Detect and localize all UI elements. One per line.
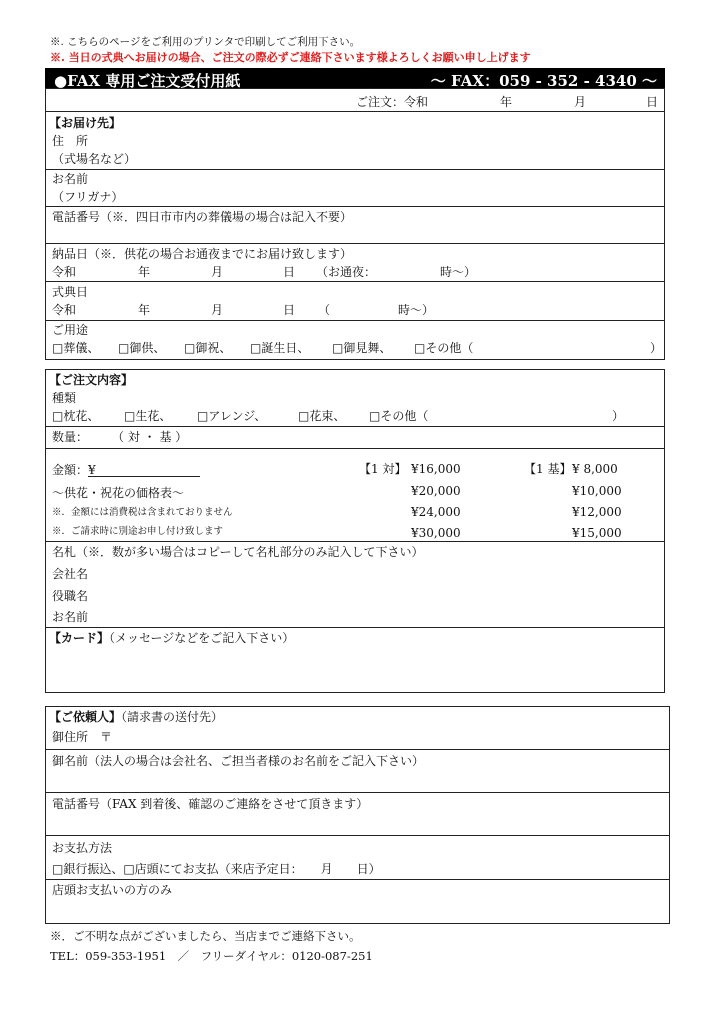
footer-contact: TEL：059-353-1951 ／ フリーダイヤル：0120-087-251	[50, 949, 373, 963]
fax-number: ～ FAX：059 - 352 - 4340 ～	[430, 72, 657, 90]
delivery-year: 年	[138, 265, 151, 279]
delivery-era: 令和	[52, 265, 77, 279]
form-title: ●FAX 専用ご注文受付用紙	[54, 72, 241, 90]
card-label	[49, 632, 294, 644]
purpose-other-checkbox[interactable]: □その他（	[414, 341, 474, 355]
ceremony-era: 令和	[52, 303, 77, 317]
unit-price-label: 【1 基】	[524, 462, 572, 476]
kind-fresh-checkbox[interactable]: □生花、	[124, 409, 172, 423]
requester-header-row	[49, 711, 223, 723]
requester-header: 【ご依頼人】	[49, 710, 122, 724]
tax-note: ※．金額には消費税は含まれておりません	[52, 507, 233, 518]
same-day-notice: ※. 当日の式典へお届けの場合、ご注文の際必ずご連絡下さいます様よろしくお願い申し上げます	[50, 51, 531, 64]
purpose-close: ）	[650, 341, 663, 355]
delivery-otsuya: （お通夜：	[316, 265, 377, 279]
recipient-kana-label: （フリガナ）	[52, 190, 124, 204]
kind-arrange-checkbox[interactable]: □アレンジ、	[197, 409, 267, 423]
order-header: 【ご注文内容】	[49, 373, 134, 387]
store-payment-label: 店頭お支払いの方のみ	[52, 883, 173, 897]
order-date-year: 年	[500, 95, 513, 109]
kind-label: 種類	[52, 391, 77, 405]
address-label: 住 所	[52, 134, 89, 148]
ceremony-time: 時～）	[398, 303, 435, 317]
purpose-funeral-checkbox[interactable]: □葬儀、	[52, 341, 100, 355]
amount-field[interactable]: ¥	[88, 464, 200, 477]
quantity-field[interactable]: 数量： （ 対 ・ 基 ）	[52, 430, 188, 444]
card-header: 【カード】	[49, 631, 110, 645]
kind-bouquet-checkbox[interactable]: □花束、	[298, 409, 346, 423]
requester-phone-label: 電話番号（FAX 到着後、確認のご連絡をさせて頂きます）	[52, 797, 369, 811]
ceremony-day: 日	[283, 303, 296, 317]
delivery-day: 日	[283, 265, 296, 279]
pair-price: ¥30,000	[411, 526, 461, 540]
purpose-celebration-checkbox[interactable]: □御祝、	[184, 341, 232, 355]
purpose-visit-checkbox[interactable]: □御見舞、	[332, 341, 392, 355]
delivery-date-label: 納品日（※．供花の場合お通夜までにお届け致します）	[52, 247, 353, 261]
pair-price-label: 【1 対】	[359, 462, 407, 476]
ceremony-year: 年	[138, 303, 151, 317]
requester-address-label: 御住所 〒	[52, 730, 113, 744]
card-hint: （メッセージなどをご記入下さい）	[109, 631, 295, 645]
delivery-time: 時～）	[440, 265, 477, 279]
payment-method-label: お支払方法	[52, 841, 113, 855]
ceremony-month: 月	[211, 303, 224, 317]
order-date-month: 月	[574, 95, 587, 109]
pair-price: ¥24,000	[411, 505, 461, 519]
print-notice: ※. こちらのページをご利用のプリンタで印刷してご利用下さい。	[50, 36, 361, 48]
pair-price: ¥16,000	[411, 462, 461, 476]
person-name-label: お名前	[52, 610, 89, 624]
pair-price: ¥20,000	[411, 484, 461, 498]
amount-label-text: 金額：	[52, 463, 89, 477]
company-label: 会社名	[52, 567, 89, 581]
nameplate-label: 名札（※．数が多い場合はコピーして名札部分のみ記入して下さい）	[52, 545, 424, 559]
purpose-birthday-checkbox[interactable]: □誕生日、	[250, 341, 310, 355]
price-table-title: ～供花・祝花の価格表～	[52, 486, 185, 500]
footer-note: ※．ご不明な点がございましたら、当店までご連絡下さい。	[50, 929, 361, 943]
order-date-day: 日	[646, 95, 659, 109]
unit-price: ¥ 8,000	[572, 462, 618, 476]
kind-other-checkbox[interactable]: □その他（	[369, 409, 429, 423]
order-date-label: ご注文：令和	[356, 95, 429, 109]
recipient-phone-label: 電話番号（※．四日市市内の葬儀場の場合は記入不要）	[52, 210, 353, 224]
delivery-header: 【お届け先】	[49, 116, 122, 130]
unit-price: ¥10,000	[572, 484, 622, 498]
recipient-name-label: お名前	[52, 172, 89, 186]
kind-pillow-checkbox[interactable]: □枕花、	[52, 409, 100, 423]
billing-note: ※．ご請求時に別途お申し付け致します	[52, 526, 224, 537]
purpose-label: ご用途	[52, 323, 89, 337]
requester-name-label: 御名前（法人の場合は会社名、ご担当者様のお名前をご記入下さい）	[52, 754, 425, 768]
delivery-month: 月	[211, 265, 224, 279]
form-title-banner	[45, 68, 665, 88]
payment-options[interactable]: □銀行振込、□店頭にてお支払（来店予定日： 月 日）	[52, 862, 381, 876]
address-hint: （式場名など）	[52, 152, 137, 166]
unit-price: ¥12,000	[572, 505, 622, 519]
position-label: 役職名	[52, 589, 89, 603]
purpose-offering-checkbox[interactable]: □御供、	[118, 341, 166, 355]
requester-header-hint: （請求書の送付先）	[121, 710, 224, 724]
amount-label	[52, 464, 200, 477]
unit-price: ¥15,000	[572, 526, 622, 540]
ceremony-open: （	[318, 303, 331, 317]
kind-close: ）	[612, 409, 625, 423]
ceremony-date-label: 式典日	[52, 285, 89, 299]
